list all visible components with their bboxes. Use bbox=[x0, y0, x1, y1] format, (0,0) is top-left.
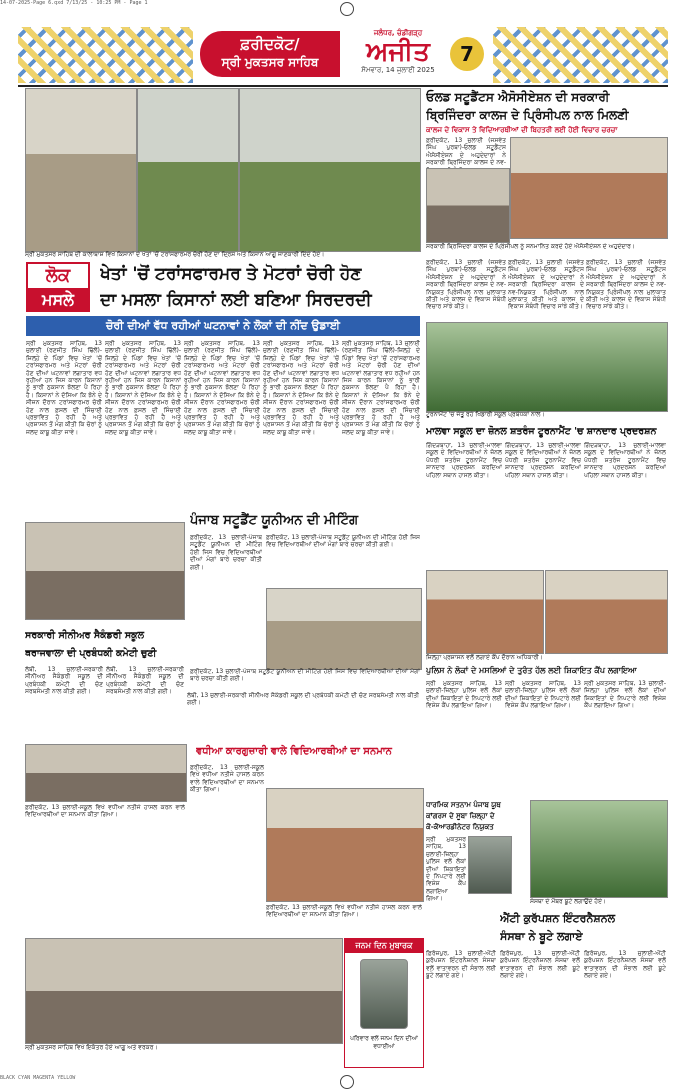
college-body-col4: ਫ਼ਰੀਦਕੋਟ, 13 ਜੁਲਾਈ (ਜਸਵੰਤ ਸਿੰਘ ਪੁਰਬਾ)-ਓਲਡ ਸਟੂਡੈਂਟਸ ਐਸੋਸੀਏਸ਼ਨ ਦੇ ਅਹੁਦੇਦਾਰਾਂ ਨੇ ਸਰਕਾਰੀ ਬ੍ਰਿਜਿੰਦਰਾ ਕਾਲਜ ਦੇ ਨਵ-ਨਿਯੁਕਤ ਪ੍ਰਿੰਸੀਪਲ ਨਾਲ ਮੁਲਾਕਾਤ ਕੀਤੀ ਅਤੇ ਕਾਲਜ ਦੇ ਵਿਕਾਸ ਸੰਬੰਧੀ ਵਿਚਾਰ ਸਾਂਝੇ ਕੀਤੇ। bbox=[586, 259, 666, 311]
edition-line2: ਸ੍ਰੀ ਮੁਕਤਸਰ ਸਾਹਿਬ bbox=[221, 55, 319, 69]
issue-date: ਸੋਮਵਾਰ, 14 ਜੁਲਾਈ 2025 bbox=[361, 66, 435, 74]
honour-body-col1: ਫ਼ਰੀਦਕੋਟ, 13 ਜੁਲਾਈ-ਸਕੂਲ ਵਿਖੇ ਵਧੀਆ ਨਤੀਜੇ ਹਾਸਲ ਕਰਨ ਵਾਲੇ ਵਿਦਿਆਰਥੀਆਂ ਦਾ ਸਨਮਾਨ ਕੀਤਾ ਗਿਆ। bbox=[190, 764, 264, 794]
brand-name: ਅਜੀਤ bbox=[366, 37, 430, 67]
bottom-photo bbox=[25, 938, 343, 1044]
chess-body-col2: ਗਿੱਦੜਬਾਹਾ, 13 ਜੁਲਾਈ-ਮਾਲਵਾ ਸਕੂਲ ਦੇ ਵਿਦਿਆਰਥੀਆਂ ਨੇ ਜ਼ੋਨਲ ਪੱਧਰੀ ਸ਼ਤਰੰਜ ਟੂਰਨਾਮੈਂਟ ਵਿਚ ਸ਼ਾਨਦਾਰ ਪ੍ਰਦਰਸ਼ਨ ਕਰਦਿਆਂ ਪਹਿਲਾ ਸਥਾਨ ਹਾਸਲ ਕੀਤਾ। bbox=[505, 442, 581, 479]
college-headline-line1: ਓਲਡ ਸਟੂਡੈਂਟਸ ਐਸੋਸੀਏਸ਼ਨ ਦੀ ਸਰਕਾਰੀ bbox=[426, 90, 610, 104]
tree-photo-caption: ਸੰਸਥਾ ਦੇ ਮੈਂਬਰ ਬੂਟੇ ਲਗਾਉਂਦੇ ਹੋਏ। bbox=[530, 898, 606, 905]
masle-badge: ਮਸਲੇ bbox=[26, 288, 90, 312]
honour-body-left: ਫ਼ਰੀਦਕੋਟ, 13 ਜੁਲਾਈ-ਸਕੂਲ ਵਿਖੇ ਵਧੀਆ ਨਤੀਜੇ ਹਾਸਲ ਕਰਨ ਵਾਲੇ ਵਿਦਿਆਰਥੀਆਂ ਦਾ ਸਨਮਾਨ ਕੀਤਾ ਗਿਆ। bbox=[25, 804, 185, 819]
camp-headline: ਪੁਲਿਸ ਨੇ ਲੋਕਾਂ ਦੇ ਮਸਲਿਆਂ ਦੇ ਤੁਰੰਤ ਹੱਲ ਲਈ ਸ਼ਿਕਾਇਤ ਕੈਂਪ ਲਗਾਇਆ bbox=[426, 666, 637, 675]
camp-photo-caption: ਜ਼ਿਲ੍ਹਾ ਪ੍ਰਸ਼ਾਸਨ ਵਲੋਂ ਲਗਾਏ ਕੈਂਪ ਦੌਰਾਨ ਅਧਿਕਾਰੀ। bbox=[426, 654, 543, 661]
honour-photo-left bbox=[25, 744, 187, 802]
college-body-col1: ਫ਼ਰੀਦਕੋਟ, 13 ਜੁਲਾਈ (ਜਸਵੰਤ ਸਿੰਘ ਪੁਰਬਾ)-ਓਲਡ ਸਟੂਡੈਂਟਸ ਐਸੋਸੀਏਸ਼ਨ ਦੇ ਅਹੁਦੇਦਾਰਾਂ ਨੇ ਸਰਕਾਰੀ ਬ੍ਰਿਜਿੰਦਰਾ ਕਾਲਜ ਦੇ ਨਵ- bbox=[426, 137, 506, 167]
appointment-headline-line2: ਕਾਂਗਰਸ ਦੇ ਸੂਬਾ ਜ਼ਿਲ੍ਹਾ ਦੇ bbox=[426, 812, 495, 820]
lead-body-col1: ਸ੍ਰੀ ਮੁਕਤਸਰ ਸਾਹਿਬ, 13 ਜੁਲਾਈ (ਰਣਜੀਤ ਸਿੰਘ ਢਿੱਲੋਂ)-ਜ਼ਿਲ੍ਹੇ ਦੇ ਪਿੰਡਾਂ ਵਿਚ ਖੇਤਾਂ 'ਚੋਂ ਟਰਾਂਸਫਾਰਮਰ ਅਤੇ ਮੋਟਰਾਂ ਚੋਰੀ ਹੋਣ ਦੀਆਂ ਘਟਨਾਵਾਂ ਲਗਾਤਾਰ ਵਧ ਰਹੀਆਂ ਹਨ ਜਿਸ ਕਾਰਨ ਕਿਸਾਨਾਂ ਨੂੰ ਭਾਰੀ ਨੁਕਸਾਨ ਝੱਲਣਾ ਪੈ ਰਿਹਾ ਹੈ। ਕਿਸਾਨਾਂ ਨੇ ਦੱਸਿਆ ਕਿ ਝੋਨੇ ਦੇ ਸੀਜ਼ਨ ਦੌਰਾਨ ਟਰਾਂਸਫਾਰਮਰ ਚੋਰੀ ਹੋਣ ਨਾਲ ਫ਼ਸਲ ਦੀ ਸਿੰਚਾਈ ਪ੍ਰਭਾਵਿਤ ਹੋ ਰਹੀ ਹੈ ਅਤੇ ਪ੍ਰਸ਼ਾਸਨ ਤੋਂ ਮੰਗ ਕੀਤੀ ਕਿ ਚੋਰਾਂ ਨੂੰ ਜਲਦ ਕਾਬੂ ਕੀਤਾ ਜਾਵੇ। bbox=[26, 340, 102, 436]
honour-photo bbox=[266, 788, 424, 902]
birthday-box bbox=[344, 938, 424, 1068]
school-body-col1: ਲੰਬੀ, 13 ਜੁਲਾਈ-ਸਰਕਾਰੀ ਸੀਨੀਅਰ ਸੈਕੰਡਰੀ ਸਕੂਲ ਦੀ ਪ੍ਰਬੰਧਕੀ ਕਮੇਟੀ ਦੀ ਚੋਣ ਸਰਬਸੰਮਤੀ ਨਾਲ ਕੀਤੀ ਗਈ। bbox=[25, 666, 103, 696]
psu-photo-right bbox=[266, 588, 422, 670]
college-body-col3: ਫ਼ਰੀਦਕੋਟ, 13 ਜੁਲਾਈ (ਜਸਵੰਤ ਸਿੰਘ ਪੁਰਬਾ)-ਓਲਡ ਸਟੂਡੈਂਟਸ ਐਸੋਸੀਏਸ਼ਨ ਦੇ ਅਹੁਦੇਦਾਰਾਂ ਨੇ ਸਰਕਾਰੀ ਬ੍ਰਿਜਿੰਦਰਾ ਕਾਲਜ ਦੇ ਨਵ-ਨਿਯੁਕਤ ਪ੍ਰਿੰਸੀਪਲ ਨਾਲ ਮੁਲਾਕਾਤ ਕੀਤੀ ਅਤੇ ਕਾਲਜ ਦੇ ਵਿਕਾਸ ਸੰਬੰਧੀ ਵਿਚਾਰ ਸਾਂਝੇ ਕੀਤੇ। bbox=[508, 259, 584, 311]
school-headline-line1: ਸਰਕਾਰੀ ਸੀਨੀਅਰ ਸੈਕੰਡਰੀ ਸਕੂਲ bbox=[25, 630, 145, 641]
edition-line1: ਫ਼ਰੀਦਕੋਟ/ bbox=[240, 35, 300, 53]
brand-cities: ਜਲੰਧਰ, ਚੰਡੀਗੜ੍ਹ bbox=[373, 29, 423, 37]
lead-body-col3: ਸ੍ਰੀ ਮੁਕਤਸਰ ਸਾਹਿਬ, 13 ਜੁਲਾਈ (ਰਣਜੀਤ ਸਿੰਘ ਢਿੱਲੋਂ)-ਜ਼ਿਲ੍ਹੇ ਦੇ ਪਿੰਡਾਂ ਵਿਚ ਖੇਤਾਂ 'ਚੋਂ ਟਰਾਂਸਫਾਰਮਰ ਅਤੇ ਮੋਟਰਾਂ ਚੋਰੀ ਹੋਣ ਦੀਆਂ ਘਟਨਾਵਾਂ ਲਗਾਤਾਰ ਵਧ ਰਹੀਆਂ ਹਨ ਜਿਸ ਕਾਰਨ ਕਿਸਾਨਾਂ ਨੂੰ ਭਾਰੀ ਨੁਕਸਾਨ ਝੱਲਣਾ ਪੈ ਰਿਹਾ ਹੈ। ਕਿਸਾਨਾਂ ਨੇ ਦੱਸਿਆ ਕਿ ਝੋਨੇ ਦੇ ਸੀਜ਼ਨ ਦੌਰਾਨ ਟਰਾਂਸਫਾਰਮਰ ਚੋਰੀ ਹੋਣ ਨਾਲ ਫ਼ਸਲ ਦੀ ਸਿੰਚਾਈ ਪ੍ਰਭਾਵਿਤ ਹੋ ਰਹੀ ਹੈ ਅਤੇ ਪ੍ਰਸ਼ਾਸਨ ਤੋਂ ਮੰਗ ਕੀਤੀ ਕਿ ਚੋਰਾਂ ਨੂੰ ਜਲਦ ਕਾਬੂ ਕੀਤਾ ਜਾਵੇ। bbox=[184, 340, 260, 436]
lead-photo-1 bbox=[25, 88, 137, 252]
camp-photo-1 bbox=[426, 570, 544, 654]
masthead bbox=[18, 27, 668, 87]
lead-headline-line1: ਖੇਤਾਂ 'ਚੋਂ ਟਰਾਂਸਫਾਰਮਰ ਤੇ ਮੋਟਰਾਂ ਚੋਰੀ ਹੋਣ bbox=[100, 264, 362, 284]
chess-body-col1: ਗਿੱਦੜਬਾਹਾ, 13 ਜੁਲਾਈ-ਮਾਲਵਾ ਸਕੂਲ ਦੇ ਵਿਦਿਆਰਥੀਆਂ ਨੇ ਜ਼ੋਨਲ ਪੱਧਰੀ ਸ਼ਤਰੰਜ ਟੂਰਨਾਮੈਂਟ ਵਿਚ ਸ਼ਾਨਦਾਰ ਪ੍ਰਦਰਸ਼ਨ ਕਰਦਿਆਂ ਪਹਿਲਾ ਸਥਾਨ ਹਾਸਲ ਕੀਤਾ। bbox=[426, 442, 502, 479]
chess-photo bbox=[426, 322, 668, 412]
lead-photo-3 bbox=[239, 88, 421, 252]
birthday-caption: ਪਰਿਵਾਰ ਵਲੋਂ ਜਨਮ ਦਿਨ ਦੀਆਂ ਵਧਾਈਆਂ bbox=[350, 1035, 418, 1050]
camp-body-col1: ਸ੍ਰੀ ਮੁਕਤਸਰ ਸਾਹਿਬ, 13 ਜੁਲਾਈ-ਜ਼ਿਲ੍ਹਾ ਪੁਲਿਸ ਵਲੋਂ ਲੋਕਾਂ ਦੀਆਂ ਸ਼ਿਕਾਇਤਾਂ ਦੇ ਨਿਪਟਾਰੇ ਲਈ ਵਿਸ਼ੇਸ਼ ਕੈਂਪ ਲਗਾਇਆ ਗਿਆ। bbox=[426, 680, 502, 710]
psu-body-bottom: ਫ਼ਰੀਦਕੋਟ, 13 ਜੁਲਾਈ-ਪੰਜਾਬ ਸਟੂਡੈਂਟ ਯੂਨੀਅਨ ਦੀ ਮੀਟਿੰਗ ਹੋਈ ਜਿਸ ਵਿਚ ਵਿਦਿਆਰਥੀਆਂ ਦੀਆਂ ਮੰਗਾਂ ਬਾਰੇ ਚਰਚਾ ਕੀਤੀ ਗਈ। bbox=[190, 668, 420, 683]
honour-headline: ਵਧੀਆ ਕਾਰਗੁਜ਼ਾਰੀ ਵਾਲੇ ਵਿਦਿਆਰਥੀਆਂ ਦਾ ਸਨਮਾਨ bbox=[196, 746, 392, 757]
tree-photo bbox=[530, 800, 668, 898]
lead-headline-line2: ਦਾ ਮਸਲਾ ਕਿਸਾਨਾਂ ਲਈ ਬਣਿਆ ਸਿਰਦਰਦੀ bbox=[100, 290, 372, 310]
tree-body-col2: ਫ਼ਿਰੋਜ਼ਪੁਰ, 13 ਜੁਲਾਈ-ਐਂਟੀ ਕੁਰੱਪਸ਼ਨ ਇੰਟਰਨੈਸ਼ਨਲ ਸੰਸਥਾ ਵਲੋਂ ਵਾਤਾਵਰਨ ਦੀ ਸੰਭਾਲ ਲਈ ਬੂਟੇ ਲਗਾਏ ਗਏ। bbox=[584, 950, 666, 980]
appointment-headline-line3: ਕੋ-ਕੋਆਰਡੀਨੇਟਰ ਨਿਯੁਕਤ bbox=[426, 823, 494, 831]
camp-body-col3: ਸ੍ਰੀ ਮੁਕਤਸਰ ਸਾਹਿਬ, 13 ਜੁਲਾਈ-ਜ਼ਿਲ੍ਹਾ ਪੁਲਿਸ ਵਲੋਂ ਲੋਕਾਂ ਦੀਆਂ ਸ਼ਿਕਾਇਤਾਂ ਦੇ ਨਿਪਟਾਰੇ ਲਈ ਵਿਸ਼ੇਸ਼ ਕੈਂਪ ਲਗਾਇਆ ਗਿਆ। bbox=[584, 680, 666, 710]
appointment-headline-line1: ਧਾਰਮਿਕ ਸਤਨਾਮ ਪੰਜਾਬ ਯੂਥ bbox=[426, 801, 501, 809]
school-body-col3: ਲੰਬੀ, 13 ਜੁਲਾਈ-ਸਰਕਾਰੀ ਸੀਨੀਅਰ ਸੈਕੰਡਰੀ ਸਕੂਲ ਦੀ ਪ੍ਰਬੰਧਕੀ ਕਮੇਟੀ ਦੀ ਚੋਣ ਸਰਬਸੰਮਤੀ ਨਾਲ ਕੀਤੀ ਗਈ। bbox=[187, 692, 419, 707]
bottom-photo-caption: ਸ੍ਰੀ ਮੁਕਤਸਰ ਸਾਹਿਬ ਵਿਖੇ ਇਕੱਤਰ ਹੋਏ ਆਗੂ ਅਤੇ ਵਰਕਰ। bbox=[25, 1044, 158, 1051]
appointment-body: ਸ੍ਰੀ ਮੁਕਤਸਰ ਸਾਹਿਬ, 13 ਜੁਲਾਈ-ਜ਼ਿਲ੍ਹਾ ਪੁਲਿਸ ਵਲੋਂ ਲੋਕਾਂ ਦੀਆਂ ਸ਼ਿਕਾਇਤਾਂ ਦੇ ਨਿਪਟਾਰੇ ਲਈ ਵਿਸ਼ੇਸ਼ ਕੈਂਪ ਲਗਾਇਆ ਗਿਆ। bbox=[426, 836, 466, 903]
lead-body-col4: ਸ੍ਰੀ ਮੁਕਤਸਰ ਸਾਹਿਬ, 13 ਜੁਲਾਈ (ਰਣਜੀਤ ਸਿੰਘ ਢਿੱਲੋਂ)-ਜ਼ਿਲ੍ਹੇ ਦੇ ਪਿੰਡਾਂ ਵਿਚ ਖੇਤਾਂ 'ਚੋਂ ਟਰਾਂਸਫਾਰਮਰ ਅਤੇ ਮੋਟਰਾਂ ਚੋਰੀ ਹੋਣ ਦੀਆਂ ਘਟਨਾਵਾਂ ਲਗਾਤਾਰ ਵਧ ਰਹੀਆਂ ਹਨ ਜਿਸ ਕਾਰਨ ਕਿਸਾਨਾਂ ਨੂੰ ਭਾਰੀ ਨੁਕਸਾਨ ਝੱਲਣਾ ਪੈ ਰਿਹਾ ਹੈ। ਕਿਸਾਨਾਂ ਨੇ ਦੱਸਿਆ ਕਿ ਝੋਨੇ ਦੇ ਸੀਜ਼ਨ ਦੌਰਾਨ ਟਰਾਂਸਫਾਰਮਰ ਚੋਰੀ ਹੋਣ ਨਾਲ ਫ਼ਸਲ ਦੀ ਸਿੰਚਾਈ ਪ੍ਰਭਾਵਿਤ ਹੋ ਰਹੀ ਹੈ ਅਤੇ ਪ੍ਰਸ਼ਾਸਨ ਤੋਂ ਮੰਗ ਕੀਤੀ ਕਿ ਚੋਰਾਂ ਨੂੰ ਜਲਦ ਕਾਬੂ ਕੀਤਾ ਜਾਵੇ। bbox=[263, 340, 339, 436]
tree-headline-line2: ਸੰਸਥਾ ਨੇ ਬੂਟੇ ਲਗਾਏ bbox=[500, 930, 583, 943]
psu-photo-left bbox=[25, 522, 185, 620]
college-headline-line2: ਬ੍ਰਿਜਿੰਦਰਾ ਕਾਲਜ ਦੇ ਪ੍ਰਿੰਸੀਪਲ ਨਾਲ ਮਿਲਣੀ bbox=[426, 108, 629, 122]
tree-headline-line1: ਐਂਟੀ ਕੁਰੱਪਸ਼ਨ ਇੰਟਰਨੈਸ਼ਨਲ bbox=[500, 912, 616, 925]
psu-headline: ਪੰਜਾਬ ਸਟੂਡੈਂਟ ਯੂਨੀਅਨ ਦੀ ਮੀਟਿੰਗ bbox=[190, 513, 359, 528]
masthead-pattern-left bbox=[18, 27, 193, 83]
tree-body-col1: ਫ਼ਿਰੋਜ਼ਪੁਰ, 13 ਜੁਲਾਈ-ਐਂਟੀ ਕੁਰੱਪਸ਼ਨ ਇੰਟਰਨੈਸ਼ਨਲ ਸੰਸਥਾ ਵਲੋਂ ਵਾਤਾਵਰਨ ਦੀ ਸੰਭਾਲ ਲਈ ਬੂਟੇ ਲਗਾਏ ਗਏ। bbox=[500, 950, 580, 980]
appointment-portrait bbox=[468, 836, 512, 894]
camp-photo-2 bbox=[545, 570, 668, 654]
lead-photo-caption: ਸ੍ਰੀ ਮੁਕਤਸਰ ਸਾਹਿਬ ਦੀ ਕਾਲਾਬਾਸ਼ ਵਿਖੇ ਕਿਸਾਨਾਂ ਦੇ ਖੇਤਾਂ 'ਚੋਂ ਟਰਾਂਸਫਾਰਮਰ ਚੋਰੀ ਹੋਣ ਦਾ ਦ੍ਰਿਸ਼ ਅਤੇ ਕਿਸਾਨ ਆਗੂ ਜਾਣਕਾਰੀ ਦਿੰਦੇ ਹੋਏ। bbox=[25, 251, 325, 258]
camp-body-col2: ਸ੍ਰੀ ਮੁਕਤਸਰ ਸਾਹਿਬ, 13 ਜੁਲਾਈ-ਜ਼ਿਲ੍ਹਾ ਪੁਲਿਸ ਵਲੋਂ ਲੋਕਾਂ ਦੀਆਂ ਸ਼ਿਕਾਇਤਾਂ ਦੇ ਨਿਪਟਾਰੇ ਲਈ ਵਿਸ਼ੇਸ਼ ਕੈਂਪ ਲਗਾਇਆ ਗਿਆ। bbox=[505, 680, 581, 710]
honour-body-col2: ਫ਼ਰੀਦਕੋਟ, 13 ਜੁਲਾਈ-ਸਕੂਲ ਵਿਖੇ ਵਧੀਆ ਨਤੀਜੇ ਹਾਸਲ ਕਰਨ ਵਾਲੇ ਵਿਦਿਆਰਥੀਆਂ ਦਾ ਸਨਮਾਨ ਕੀਤਾ ਗਿਆ। bbox=[266, 904, 422, 919]
psu-body-col2: ਫ਼ਰੀਦਕੋਟ, 13 ਜੁਲਾਈ-ਪੰਜਾਬ ਸਟੂਡੈਂਟ ਯੂਨੀਅਨ ਦੀ ਮੀਟਿੰਗ ਹੋਈ ਜਿਸ ਵਿਚ ਵਿਦਿਆਰਥੀਆਂ ਦੀਆਂ ਮੰਗਾਂ ਬਾਰੇ ਚਰਚਾ ਕੀਤੀ ਗਈ। bbox=[266, 534, 420, 549]
college-photo bbox=[510, 137, 668, 239]
psu-body-col1: ਫ਼ਰੀਦਕੋਟ, 13 ਜੁਲਾਈ-ਪੰਜਾਬ ਸਟੂਡੈਂਟ ਯੂਨੀਅਨ ਦੀ ਮੀਟਿੰਗ ਹੋਈ ਜਿਸ ਵਿਚ ਵਿਦਿਆਰਥੀਆਂ ਦੀਆਂ ਮੰਗਾਂ ਬਾਰੇ ਚਰਚਾ ਕੀਤੀ ਗਈ। bbox=[190, 534, 262, 571]
registration-mark-icon bbox=[340, 2, 354, 16]
chess-body-col3: ਗਿੱਦੜਬਾਹਾ, 13 ਜੁਲਾਈ-ਮਾਲਵਾ ਸਕੂਲ ਦੇ ਵਿਦਿਆਰਥੀਆਂ ਨੇ ਜ਼ੋਨਲ ਪੱਧਰੀ ਸ਼ਤਰੰਜ ਟੂਰਨਾਮੈਂਟ ਵਿਚ ਸ਼ਾਨਦਾਰ ਪ੍ਰਦਰਸ਼ਨ ਕਰਦਿਆਂ ਪਹਿਲਾ ਸਥਾਨ ਹਾਸਲ ਕੀਤਾ। bbox=[584, 442, 666, 479]
college-subhead: ਕਾਲਜ ਦੇ ਵਿਕਾਸ ਤੇ ਵਿਦਿਆਰਥੀਆਂ ਦੀ ਬਿਹਤਰੀ ਲਈ ਹੋਈ ਵਿਚਾਰ ਚਰਚਾ bbox=[426, 126, 618, 134]
college-body-col2: ਫ਼ਰੀਦਕੋਟ, 13 ਜੁਲਾਈ (ਜਸਵੰਤ ਸਿੰਘ ਪੁਰਬਾ)-ਓਲਡ ਸਟੂਡੈਂਟਸ ਐਸੋਸੀਏਸ਼ਨ ਦੇ ਅਹੁਦੇਦਾਰਾਂ ਨੇ ਸਰਕਾਰੀ ਬ੍ਰਿਜਿੰਦਰਾ ਕਾਲਜ ਦੇ ਨਵ-ਨਿਯੁਕਤ ਪ੍ਰਿੰਸੀਪਲ ਨਾਲ ਮੁਲਾਕਾਤ ਕੀਤੀ ਅਤੇ ਕਾਲਜ ਦੇ ਵਿਕਾਸ ਸੰਬੰਧੀ ਵਿਚਾਰ ਸਾਂਝੇ ਕੀਤੇ। bbox=[426, 259, 506, 311]
school-body-col2: ਲੰਬੀ, 13 ਜੁਲਾਈ-ਸਰਕਾਰੀ ਸੀਨੀਅਰ ਸੈਕੰਡਰੀ ਸਕੂਲ ਦੀ ਪ੍ਰਬੰਧਕੀ ਕਮੇਟੀ ਦੀ ਚੋਣ ਸਰਬਸੰਮਤੀ ਨਾਲ ਕੀਤੀ ਗਈ। bbox=[106, 666, 184, 696]
newspaper-brand bbox=[348, 29, 448, 77]
college-photo-small bbox=[426, 168, 510, 243]
print-slug: 14-07-2025-Page 6.qxd 7/13/25 - 10:25 PM - Page 1 bbox=[0, 0, 148, 6]
college-photo-caption: ਸਰਕਾਰੀ ਬ੍ਰਿਜਿੰਦਰਾ ਕਾਲਜ ਦੇ ਪ੍ਰਿੰਸੀਪਲ ਨੂੰ ਸਨਮਾਨਿਤ ਕਰਦੇ ਹੋਏ ਐਸੋਸੀਏਸ਼ਨ ਦੇ ਅਹੁਦੇਦਾਰ। bbox=[426, 243, 635, 250]
page-number: 7 bbox=[450, 37, 484, 71]
school-headline-line2: ਥਰਾਜਵਾਲਾ ਦੀ ਪ੍ਰਬੰਧਕੀ ਕਮੇਟੀ ਚੁਣੀ bbox=[25, 648, 157, 659]
lead-body-col2: ਸ੍ਰੀ ਮੁਕਤਸਰ ਸਾਹਿਬ, 13 ਜੁਲਾਈ (ਰਣਜੀਤ ਸਿੰਘ ਢਿੱਲੋਂ)-ਜ਼ਿਲ੍ਹੇ ਦੇ ਪਿੰਡਾਂ ਵਿਚ ਖੇਤਾਂ 'ਚੋਂ ਟਰਾਂਸਫਾਰਮਰ ਅਤੇ ਮੋਟਰਾਂ ਚੋਰੀ ਹੋਣ ਦੀਆਂ ਘਟਨਾਵਾਂ ਲਗਾਤਾਰ ਵਧ ਰਹੀਆਂ ਹਨ ਜਿਸ ਕਾਰਨ ਕਿਸਾਨਾਂ ਨੂੰ ਭਾਰੀ ਨੁਕਸਾਨ ਝੱਲਣਾ ਪੈ ਰਿਹਾ ਹੈ। ਕਿਸਾਨਾਂ ਨੇ ਦੱਸਿਆ ਕਿ ਝੋਨੇ ਦੇ ਸੀਜ਼ਨ ਦੌਰਾਨ ਟਰਾਂਸਫਾਰਮਰ ਚੋਰੀ ਹੋਣ ਨਾਲ ਫ਼ਸਲ ਦੀ ਸਿੰਚਾਈ ਪ੍ਰਭਾਵਿਤ ਹੋ ਰਹੀ ਹੈ ਅਤੇ ਪ੍ਰਸ਼ਾਸਨ ਤੋਂ ਮੰਗ ਕੀਤੀ ਕਿ ਚੋਰਾਂ ਨੂੰ ਜਲਦ ਕਾਬੂ ਕੀਤਾ ਜਾਵੇ। bbox=[105, 340, 181, 436]
masthead-pattern-right bbox=[493, 27, 668, 83]
lead-body-col5: ਸ੍ਰੀ ਮੁਕਤਸਰ ਸਾਹਿਬ, 13 ਜੁਲਾਈ (ਰਣਜੀਤ ਸਿੰਘ ਢਿੱਲੋਂ)-ਜ਼ਿਲ੍ਹੇ ਦੇ ਪਿੰਡਾਂ ਵਿਚ ਖੇਤਾਂ 'ਚੋਂ ਟਰਾਂਸਫਾਰਮਰ ਅਤੇ ਮੋਟਰਾਂ ਚੋਰੀ ਹੋਣ ਦੀਆਂ ਘਟਨਾਵਾਂ ਲਗਾਤਾਰ ਵਧ ਰਹੀਆਂ ਹਨ ਜਿਸ ਕਾਰਨ ਕਿਸਾਨਾਂ ਨੂੰ ਭਾਰੀ ਨੁਕਸਾਨ ਝੱਲਣਾ ਪੈ ਰਿਹਾ ਹੈ। ਕਿਸਾਨਾਂ ਨੇ ਦੱਸਿਆ ਕਿ ਝੋਨੇ ਦੇ ਸੀਜ਼ਨ ਦੌਰਾਨ ਟਰਾਂਸਫਾਰਮਰ ਚੋਰੀ ਹੋਣ ਨਾਲ ਫ਼ਸਲ ਦੀ ਸਿੰਚਾਈ ਪ੍ਰਭਾਵਿਤ ਹੋ ਰਹੀ ਹੈ ਅਤੇ ਪ੍ਰਸ਼ਾਸਨ ਤੋਂ ਮੰਗ ਕੀਤੀ ਕਿ ਚੋਰਾਂ ਨੂੰ ਜਲਦ ਕਾਬੂ ਕੀਤਾ ਜਾਵੇ। bbox=[342, 340, 420, 436]
lead-photo-2 bbox=[137, 88, 239, 252]
lok-badge: ਲੋਕ bbox=[26, 262, 90, 290]
birthday-title: ਜਨਮ ਦਿਨ ਮੁਬਾਰਕ bbox=[345, 939, 423, 953]
birthday-portrait bbox=[360, 959, 408, 1029]
chess-photo-caption: ਟੂਰਨਾਮੈਂਟ 'ਚ ਜੇਤੂ ਰਹੇ ਖਿਡਾਰੀ ਸਕੂਲ ਪ੍ਰਬੰਧਕਾਂ ਨਾਲ। bbox=[426, 411, 545, 418]
lead-subhead-band: ਚੋਰੀ ਦੀਆਂ ਵੱਧ ਰਹੀਆਂ ਘਟਨਾਵਾਂ ਨੇ ਲੋਕਾਂ ਦੀ ਨੀਂਦ ਉਡਾਈ bbox=[26, 316, 420, 336]
edition-title bbox=[200, 31, 340, 77]
tree-body-col0: ਫ਼ਿਰੋਜ਼ਪੁਰ, 13 ਜੁਲਾਈ-ਐਂਟੀ ਕੁਰੱਪਸ਼ਨ ਇੰਟਰਨੈਸ਼ਨਲ ਸੰਸਥਾ ਵਲੋਂ ਵਾਤਾਵਰਨ ਦੀ ਸੰਭਾਲ ਲਈ ਬੂਟੇ ਲਗਾਏ ਗਏ। bbox=[426, 950, 496, 980]
registration-mark-bottom-icon bbox=[340, 1075, 354, 1089]
footer-colour-bar: BLACK CYAN MAGENTA YELLOW bbox=[0, 1075, 76, 1081]
chess-headline: ਮਾਲਵਾ ਸਕੂਲ ਦਾ ਜ਼ੋਨਲ ਸ਼ਤਰੰਜ ਟੂਰਨਾਮੈਂਟ 'ਚ ਸ਼ਾਨਦਾਰ ਪ੍ਰਦਰਸ਼ਨ bbox=[426, 426, 657, 437]
